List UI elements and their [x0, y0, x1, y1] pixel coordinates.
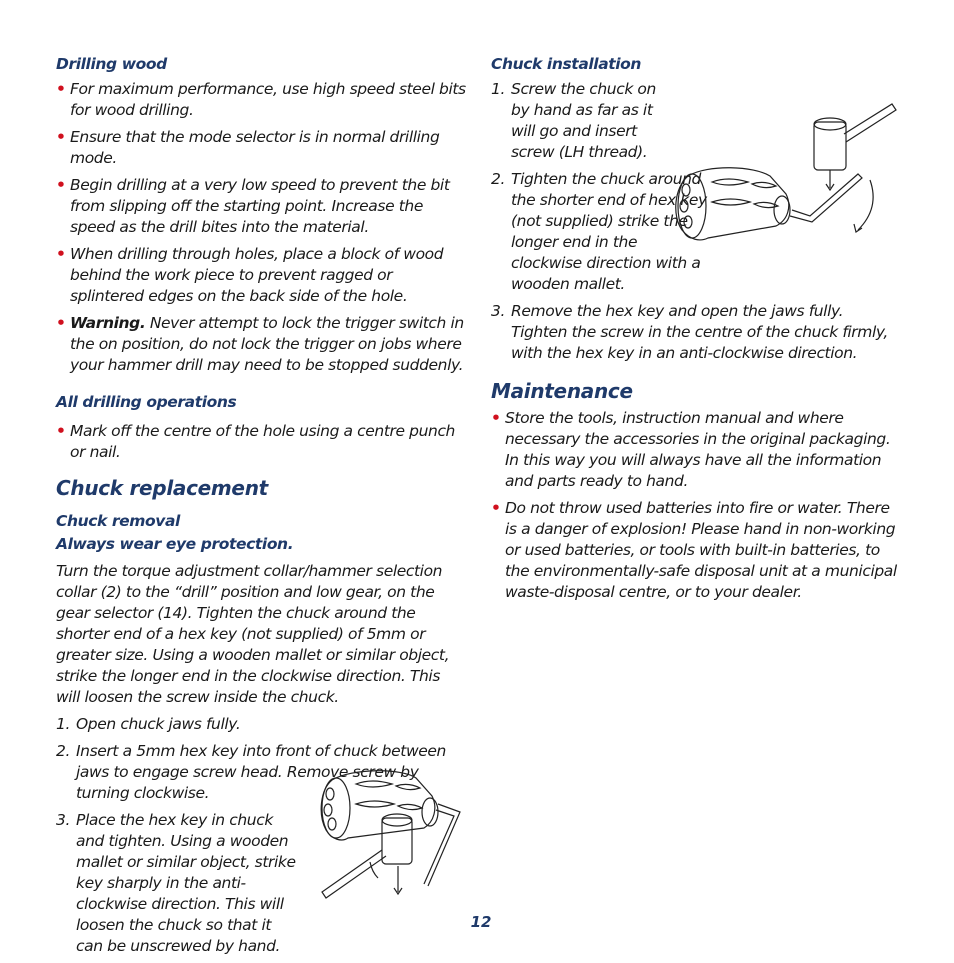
maintenance-bullet-1: • Store the tools, instruction manual and where necessary the accessories in the original packaging. In this way you will always have all the information and parts ready to hand. [491, 409, 891, 490]
maintenance-heading: Maintenance [491, 379, 633, 403]
bullet-icon: • [56, 176, 66, 194]
bullet-icon: • [56, 314, 66, 332]
chuck-removal-heading: Chuck removal [56, 512, 180, 530]
removal-step-2: 2. Insert a 5mm hex key into front of chuck between jaws to engage screw head. Remove screw by turning clockwise. [56, 742, 446, 802]
drilling-wood-heading: Drilling wood [56, 55, 167, 73]
maintenance-bullet-2: • Do not throw used batteries into fire or water. There is a danger of explosion! Please hand in non-working or used batteries, or tools with built-in batteries, to the environmentally-safe disposal unit at a municipal waste-disposal centre, or to your dealer. [491, 499, 897, 601]
removal-step-3: 3. Place the hex key in chuck and tighten. Using a wooden mallet or similar object, strike key sharply in the anti-clockwise direction. This will loosen the chuck so that it can be unscrewed by hand. [56, 811, 296, 955]
install-step-3: 3. Remove the hex key and open the jaws fully. Tighten the screw in the centre of the chuck firmly, with the hex key in an anti-clockwise direction. [491, 302, 888, 362]
chuck-removal-illustration [312, 760, 472, 910]
all-drilling-heading: All drilling operations [56, 393, 237, 411]
drilling-wood-warning: • Warning. Never attempt to lock the trigger switch in the on position, do not lock the trigger on jobs where your hammer drill may need to be stopped suddenly. [56, 314, 464, 374]
removal-step-1: 1. Open chuck jaws fully. [56, 715, 241, 733]
install-step-2: 2. Tighten the chuck around the shorter end of hex key (not supplied) strike the longer end in the clockwise direction with a wooden mallet. [491, 170, 707, 293]
drilling-wood-bullet-1: • For maximum performance, use high speed steel bits for wood drilling. [56, 80, 466, 119]
chuck-replacement-heading: Chuck replacement [56, 476, 268, 500]
chuck-removal-intro: Turn the torque adjustment collar/hammer selection collar (2) to the “drill” position and low gear, on the gear selector (14). Tighten the chuck around the shorter end of a hex key (not supplied) of 5mm or greater size. Using a wooden mallet or similar object, strike the longer end in the clockwise direction. This will loosen the screw inside the chuck. [56, 562, 450, 706]
bullet-icon: • [56, 245, 66, 263]
drilling-wood-bullet-2: • Ensure that the mode selector is in normal drilling mode. [56, 128, 440, 167]
bullet-icon: • [491, 499, 501, 517]
bullet-icon: • [56, 128, 66, 146]
eye-protection-note: Always wear eye protection. [56, 535, 294, 553]
all-drilling-bullet: • Mark off the centre of the hole using a centre punch or nail. [56, 422, 455, 461]
chuck-installation-heading: Chuck installation [491, 55, 642, 73]
chuck-installation-illustration [664, 98, 904, 248]
page-number: 12 [470, 913, 492, 931]
install-step-1: 1. Screw the chuck on by hand as far as it will go and insert screw (LH thread). [491, 80, 656, 161]
bullet-icon: • [56, 80, 66, 98]
drilling-wood-bullet-4: • When drilling through holes, place a block of wood behind the work piece to prevent ragged or splintered edges on the back side of the hole. [56, 245, 444, 305]
bullet-icon: • [491, 409, 501, 427]
bullet-icon: • [56, 422, 66, 440]
warning-label: Warning. [70, 314, 146, 332]
drilling-wood-bullet-3: • Begin drilling at a very low speed to prevent the bit from slipping off the starting point. Increase the speed as the drill bites into the material. [56, 176, 450, 236]
